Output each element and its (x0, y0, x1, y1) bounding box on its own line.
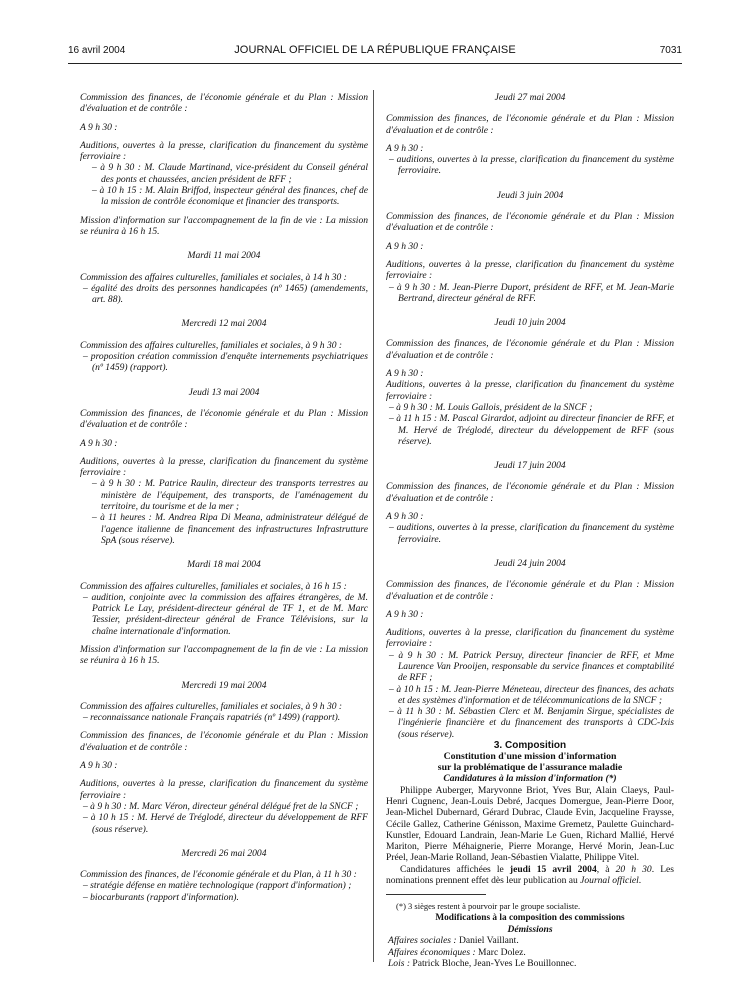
member-names: Daniel Vaillant. (456, 935, 519, 947)
date-heading: Mardi 18 mai 2004 (187, 559, 261, 571)
header-title: JOURNAL OFFICIEL DE LA RÉPUBLIQUE FRANÇAISE (234, 44, 516, 56)
committee-name: Affaires économiques : (388, 946, 476, 958)
member-names: Marc Dolez. (475, 946, 526, 958)
agenda-item: – proposition création commission d'enquête internements psychiatriques (nº 1459) (rapport). (83, 351, 368, 374)
date-heading: Mercredi 19 mai 2004 (181, 679, 267, 691)
resignation-line (386, 958, 674, 969)
date-heading: Jeudi 17 juin 2004 (494, 460, 566, 472)
committee-name: Affaires sociales : (388, 935, 457, 947)
commission-line: Commission des finances, de l'économie générale et du Plan, à 11 h 30 : (80, 869, 357, 881)
agenda-item: – audition, conjointe avec la commission des affaires étrangères, de M. Patrick Le Lay, président-directeur général de TF 1, et de M. Marc Tessier, président-directeur général de France Télévisions, sur la chaîne internationale d'information. (83, 591, 368, 637)
date-heading: Mercredi 26 mai 2004 (181, 847, 267, 859)
page-number: 7031 (659, 45, 682, 56)
agenda-item: – auditions, ouvertes à la presse, clarification du financement du système ferroviaire. (389, 522, 674, 545)
resignation-line (386, 935, 674, 946)
footnote-rule (386, 894, 486, 895)
agenda-item: – à 9 h 30 : M. Jean-Pierre Duport, président de RFF, et M. Jean-Marie Bertrand, directeur général de RFF. (389, 281, 674, 304)
agenda-item: – reconnaissance nationale Français rapatriés (nº 1499) (rapport). (83, 712, 341, 724)
section-title: 3. Composition (493, 740, 567, 752)
agenda-item: – à 11 h 15 : M. Pascal Girardot, adjoint au directeur financier de RFF, et M. Hervé de Tréglodé, directeur du développement de RFF (sous réserve). (389, 413, 674, 447)
resignation-line (386, 947, 674, 958)
notice-text: Candidatures affichées le (400, 863, 510, 875)
header-date: 16 avril 2004 (68, 45, 126, 56)
member-names: Patrick Bloche, Jean-Yves Le Bouillonnec. (410, 957, 577, 969)
agenda-item: – biocarburants (rapport d'information). (83, 891, 239, 903)
agenda-item: – stratégie défense en matière technologique (rapport d'information) ; (83, 880, 352, 892)
commission-line: Commission des affaires culturelles, familiales et sociales, à 16 h 15 : (80, 580, 347, 592)
agenda-item: – à 11 h 30 : M. Sébastien Clerc et M. Benjamin Sirgue, spécialistes de l'ingénierie financière et du financement des transports à CDC-Ixis (sous réserve). (389, 706, 674, 740)
time-line: A 9 h 30 : (80, 760, 118, 772)
time-line: A 9 h 30 : (80, 437, 118, 449)
commission-line: Commission des finances, de l'économie générale et du Plan : Mission d'évaluation et de contrôle : (80, 92, 368, 115)
candidates-list: Philippe Auberger, Maryvonne Briot, Yves Bur, Alain Claeys, Paul-Henri Cugnenc, Jean-Louis Debré, Jacques Domergue, Jean-Pierre Door, Jean-Michel Dubernard, Gérard Dubrac, Claude Evin, Jacqueline Fraysse, Cécile Gallez, Catherine Génisson, Maxime Gremetz, Paulette Guinchard-Kunstler, Edouard Landrain, Jean-Marie Le Guen, Richard Mallié, Hervé Mariton, Pierre Méhaignerie, Pierre Morange, Hervé Morin, Jean-Luc Préel, Jean-Marie Rolland, Jean-Sébastien Vialatte, Philippe Vitel. (386, 784, 674, 864)
notice-text: . Les nominations prennent effet dès leur publication au (386, 863, 675, 887)
auditions-line: Auditions, ouvertes à la presse, clarification du financement du système ferroviaire : (386, 379, 674, 402)
date-heading: Jeudi 13 mai 2004 (188, 386, 260, 398)
time-line: A 9 h 30 : (386, 511, 424, 523)
agenda-item: – à 9 h 30 : M. Patrice Raulin, directeur des transports terrestres au ministère de l'équipement, des transports, de l'aménagement du territoire, du tourisme et de la mer ; (92, 478, 368, 513)
date-heading: Jeudi 10 juin 2004 (494, 317, 566, 329)
mission-line: Mission d'information sur l'accompagnement de la fin de vie : La mission se réunira à 16 h 15. (80, 643, 368, 667)
commission-line: Commission des affaires culturelles, familiales et sociales, à 9 h 30 : (80, 339, 343, 351)
footnote: (*) 3 sièges restent à pourvoir par le groupe socialiste. (396, 901, 581, 912)
auditions-line: Auditions, ouvertes à la presse, clarification du financement du système ferroviaire : (80, 455, 368, 479)
auditions-line: Auditions, ouvertes à la presse, clarification du financement du système ferroviaire : (80, 139, 368, 163)
agenda-item: – à 9 h 30 : M. Patrick Persuy, directeur financier de RFF, et Mme Laurence Van Prooijen, responsable du service finances et comptabilité de RFF ; (389, 649, 674, 684)
time-line: A 9 h 30 : (386, 240, 424, 252)
commission-line: Commission des finances, de l'économie générale et du Plan : Mission d'évaluation et de contrôle : (386, 481, 674, 504)
auditions-line: Auditions, ouvertes à la presse, clarification du financement du système ferroviaire : (80, 778, 368, 801)
notice-text: . (638, 875, 642, 887)
resignations-heading: Démissions (507, 923, 553, 935)
commission-line: Commission des affaires culturelles, familiales et sociales, à 9 h 30 : (80, 700, 343, 712)
page-header (68, 45, 682, 59)
auditions-line: Auditions, ouvertes à la presse, clarification du financement du système ferroviaire : (386, 258, 674, 282)
header-rule (68, 63, 682, 64)
candidatures-heading: Candidatures à la mission d'information (*) (443, 773, 617, 785)
agenda-item: – à 11 heures : M. Andrea Ripa Di Meana, administrateur délégué de l'agence italienne de financement des infrastructures Infrastrutture SpA (sous réserve). (92, 512, 368, 546)
mission-line: Mission d'information sur l'accompagnement de la fin de vie : La mission se réunira à 16 h 15. (80, 214, 368, 237)
time-line: A 9 h 30 : (80, 121, 118, 133)
auditions-line: Auditions, ouvertes à la presse, clarification du financement du système ferroviaire : (386, 627, 674, 650)
notice-date: jeudi 15 avril 2004 (509, 863, 597, 875)
commission-line: Commission des finances, de l'économie générale et du Plan : Mission d'évaluation et de contrôle : (386, 338, 674, 361)
right-column (386, 92, 674, 969)
committee-name: Lois : (388, 957, 411, 969)
agenda-item: – à 10 h 15 : M. Jean-Pierre Méneteau, directeur des finances, des achats et des systèmes d'information et de télécommunications de la SNCF ; (389, 683, 674, 706)
notice-text: , à (596, 863, 616, 875)
modifications-heading: Modifications à la composition des commissions (435, 912, 625, 923)
agenda-item: – à 9 h 30 : M. Marc Véron, directeur général délégué fret de la SNCF ; (83, 800, 359, 812)
agenda-item: – à 10 h 15 : M. Hervé de Tréglodé, directeur du développement de RFF (sous réserve). (83, 812, 368, 835)
date-heading: Mardi 11 mai 2004 (187, 250, 261, 262)
commission-line: Commission des finances, de l'économie générale et du Plan : Mission d'évaluation et de contrôle : (80, 407, 368, 431)
time-line: A 9 h 30 : (386, 368, 424, 380)
agenda-item: – égalité des droits des personnes handicapées (nº 1465) (amendements, art. 88). (83, 282, 368, 306)
commission-line: Commission des finances, de l'économie générale et du Plan : Mission d'évaluation et de contrôle : (80, 730, 368, 753)
agenda-item: – à 9 h 30 : M. Claude Martinand, vice-président du Conseil général des ponts et chaussées, ancien président de RFF ; (92, 162, 368, 185)
time-line: A 9 h 30 : (386, 608, 424, 620)
posting-notice (386, 864, 674, 887)
commission-line: Commission des finances, de l'économie générale et du Plan : Mission d'évaluation et de contrôle : (386, 211, 674, 234)
notice-time: 20 h 30 (615, 863, 652, 875)
agenda-item: – à 10 h 15 : M. Alain Briffod, inspecteur général des finances, chef de la mission de contrôle économique et financier des transports. (92, 185, 368, 208)
date-heading: Jeudi 27 mai 2004 (494, 92, 566, 103)
mission-title: Constitution d'une mission d'information (443, 751, 617, 763)
mission-subtitle: sur la problématique de l'assurance maladie (437, 762, 623, 774)
agenda-item: – auditions, ouvertes à la presse, clarification du financement du système ferroviaire. (389, 154, 674, 177)
date-heading: Mercredi 12 mai 2004 (181, 318, 267, 330)
commission-line: Commission des finances, de l'économie générale et du Plan : Mission d'évaluation et de contrôle : (386, 113, 674, 136)
date-heading: Jeudi 24 juin 2004 (494, 557, 566, 569)
time-line: A 9 h 30 : (386, 142, 424, 154)
agenda-item: – à 9 h 30 : M. Louis Gallois, président de la SNCF ; (389, 401, 593, 413)
column-separator (373, 90, 374, 962)
commission-line: Commission des affaires culturelles, familiales et sociales, à 14 h 30 : (80, 271, 347, 283)
journal-name: Journal officiel (580, 875, 639, 887)
commission-line: Commission des finances, de l'économie générale et du Plan : Mission d'évaluation et de contrôle : (386, 579, 674, 602)
left-column (80, 92, 368, 903)
date-heading: Jeudi 3 juin 2004 (496, 189, 564, 201)
